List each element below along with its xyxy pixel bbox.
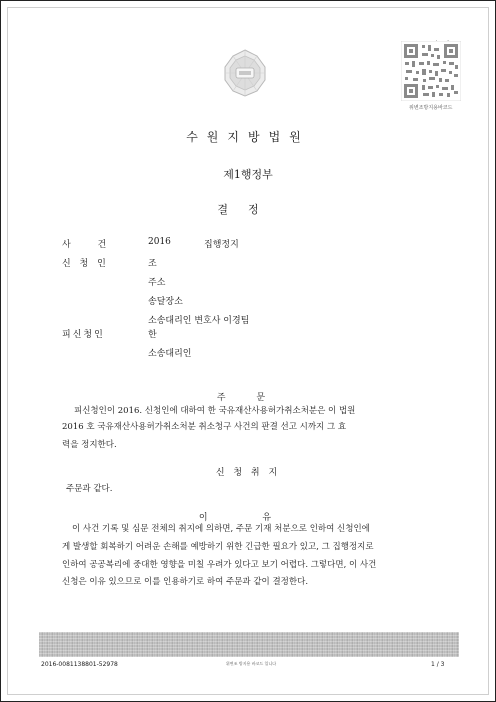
reasons-line-3: 인하여 공공복리에 중대한 영향을 미칠 우려가 있다고 보기 어렵다. 그렇다면, 이 사건 bbox=[62, 560, 377, 570]
applicant-address-label: 주소 bbox=[148, 278, 166, 288]
reasons-line-1: 이 사건 기록 및 심문 전체의 취지에 의하면, 주문 기재 처분으로 인하여 신청인에 bbox=[72, 524, 370, 534]
document-title: 결정 bbox=[217, 203, 279, 216]
applicant-service-label: 송달장소 bbox=[148, 297, 183, 307]
qr-code-icon bbox=[401, 41, 461, 101]
respondent-name: 한 bbox=[148, 330, 157, 340]
footer-notice: 위변조 방지용 바코드 입니다 bbox=[225, 661, 277, 666]
document-code: 2016-0081138801-52978 bbox=[41, 661, 118, 668]
claim-text: 주문과 같다. bbox=[66, 484, 113, 494]
qr-caption-text: 위변조방지용바코드 bbox=[409, 105, 453, 111]
division-name: 제1행정부 bbox=[223, 168, 273, 181]
court-emblem-icon bbox=[219, 47, 271, 99]
applicant-counsel: 소송대리인 변호사 이경팀 bbox=[148, 316, 250, 326]
order-line-3: 력을 정지한다. bbox=[62, 440, 117, 450]
applicant-name: 조 bbox=[148, 259, 157, 269]
order-heading: 주 문 bbox=[216, 393, 280, 403]
page-number: 1 / 3 bbox=[431, 661, 445, 668]
case-number: 2016 bbox=[148, 237, 171, 247]
anti-forgery-barcode bbox=[39, 632, 459, 657]
reasons-heading: 이 유 bbox=[198, 513, 298, 523]
order-line-2: 2016 호 국유재산사용허가취소처분 취소청구 사건의 판결 선고 시까지 그 효 bbox=[62, 422, 347, 432]
reasons-line-2: 게 발생할 회복하기 어려운 손해를 예방하기 위한 긴급한 필요가 있고, 그 집행정지로 bbox=[62, 542, 374, 552]
court-name: 수원지방법원 bbox=[186, 130, 310, 144]
reasons-line-4: 신청은 이유 있으므로 이를 인용하기로 하여 주문과 같이 결정한다. bbox=[62, 577, 309, 587]
order-line-1: 피신청인이 2016. 신청인에 대하여 한 국유재산사용허가취소처분은 이 법원 bbox=[74, 406, 356, 416]
case-name: 집행정지 bbox=[204, 240, 239, 250]
applicant-label: 신 청 인 bbox=[62, 259, 109, 269]
case-label: 사 건 bbox=[62, 240, 119, 250]
claim-heading: 신 청 취 지 bbox=[215, 468, 281, 478]
respondent-counsel: 소송대리인 bbox=[148, 349, 192, 359]
respondent-label: 피신청인 bbox=[62, 330, 105, 340]
